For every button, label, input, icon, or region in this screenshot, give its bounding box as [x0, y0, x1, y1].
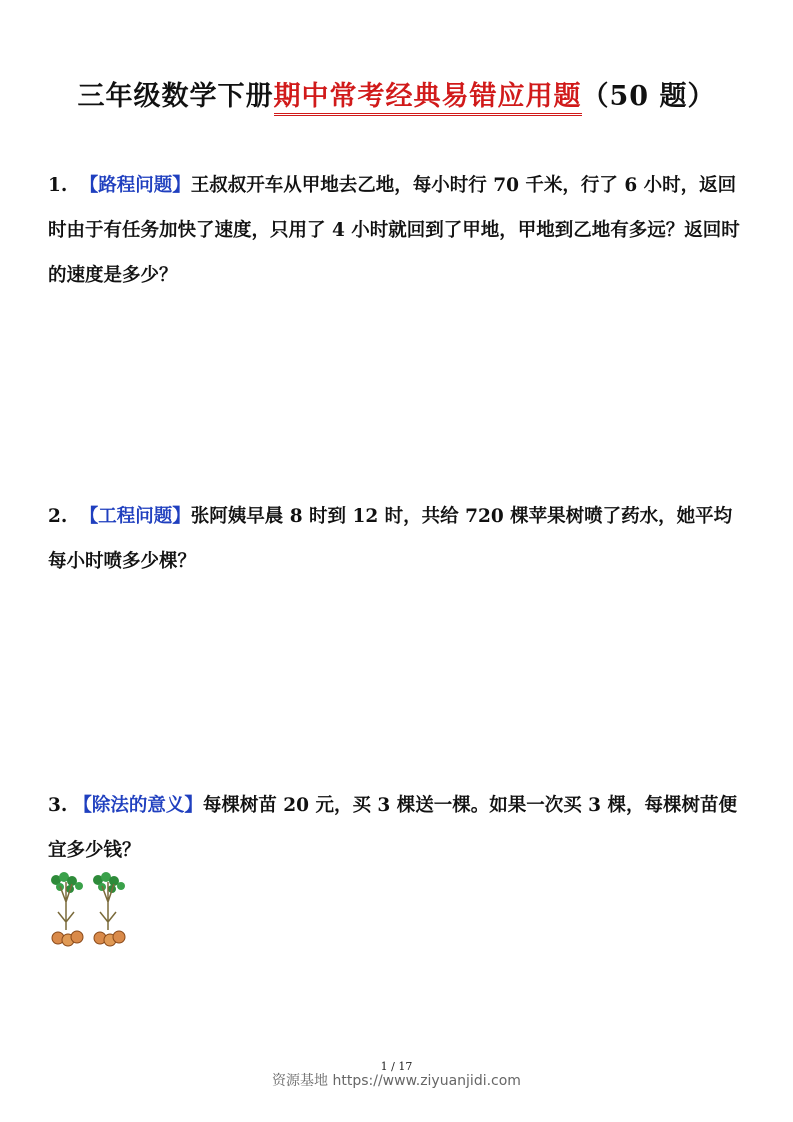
sapling-icon: [51, 872, 83, 946]
question-1: [48, 163, 748, 298]
sapling-icon: [93, 872, 125, 946]
title-suffix: （50 题）: [581, 81, 716, 112]
question-number: 2.: [48, 506, 68, 527]
title-highlight: 期中常考经典易错应用题: [274, 81, 582, 116]
question-2: [48, 494, 748, 584]
question-text: 王叔叔开车从甲地去乙地，每小时行 70 千米，行了 6 小时，返回时由于有任务加快了速度，只用了 4 小时就回到了甲地，甲地到乙地有多远？返回时的速度是多少？: [48, 175, 740, 286]
question-number: 3.: [48, 795, 68, 816]
question-tag: 【除法的意义】: [73, 795, 203, 816]
question-tag: 【工程问题】: [79, 506, 191, 527]
question-3: [48, 783, 748, 873]
sapling-illustration: [46, 872, 136, 948]
question-number: 1.: [48, 175, 68, 196]
question-tag: 【路程问题】: [79, 175, 191, 196]
page-number: 1 / 17: [380, 1060, 413, 1073]
footer-watermark: 资源基地 https://www.ziyuanjidi.com: [272, 1073, 521, 1089]
title-prefix: 三年级数学下册: [77, 81, 274, 112]
question-text: 张阿姨早晨 8 时到 12 时，共给 720 棵苹果树喷了药水，她平均每小时喷多少棵？: [48, 506, 733, 572]
question-text: 每棵树苗 20 元，买 3 棵送一棵。如果一次买 3 棵，每棵树苗便宜多少钱？: [48, 795, 737, 861]
page-title: [0, 74, 793, 113]
